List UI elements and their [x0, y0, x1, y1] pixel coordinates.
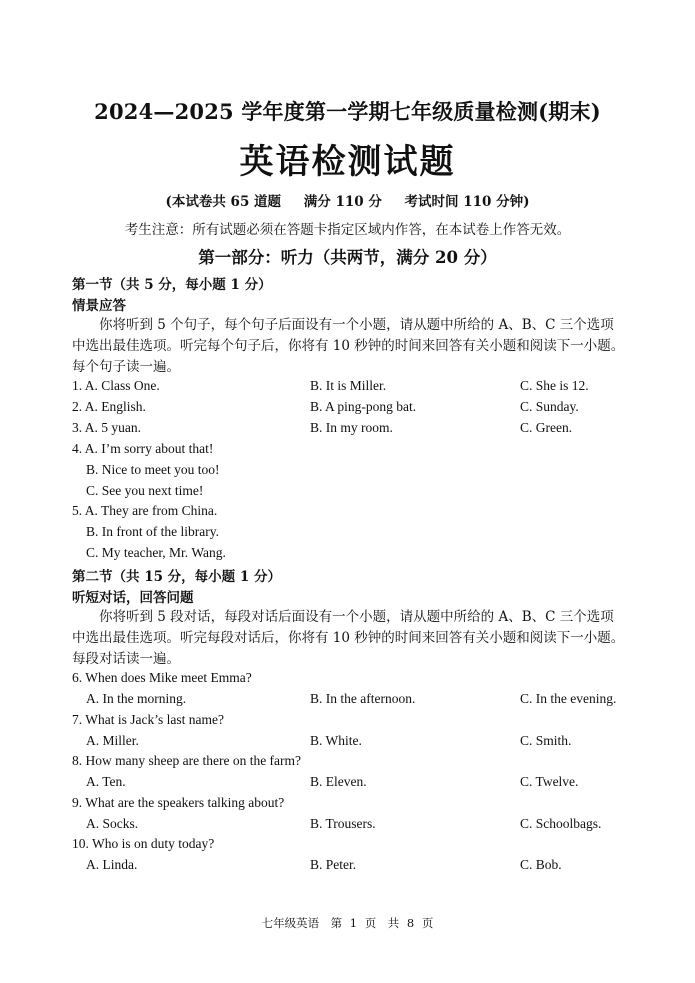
section2-instructions	[72, 607, 632, 670]
q4-option-a: 4. A. I’m sorry about that!	[72, 441, 214, 456]
section1-instructions	[72, 315, 632, 378]
q6-option-a: A. In the morning.	[86, 691, 187, 706]
q6-option-b: B. In the afternoon.	[310, 691, 416, 706]
q1-option-a: 1. A. Class One.	[72, 378, 160, 393]
q7-option-c: C. Smith.	[520, 733, 572, 748]
exam-meta	[0, 190, 695, 210]
q7-option-a: A. Miller.	[86, 733, 139, 748]
q2-option-b: B. A ping-pong bat.	[310, 399, 417, 414]
q9-option-b: B. Trousers.	[310, 816, 376, 831]
instruction-line: 你将听到 5 个句子，每个句子后面设有一个小题，请从题中所给的 A、B、C 三个选项	[99, 317, 614, 333]
q2-option-a: 2. A. English.	[72, 399, 146, 414]
q2-option-c: C. Sunday.	[520, 399, 579, 414]
q9-question: 9. What are the speakers talking about?	[72, 795, 285, 810]
question-count: (本试卷共 65 道题	[165, 194, 282, 210]
exam-title-line1: 2024—2025 学年度第一学期七年级质量检测(期末)	[94, 99, 601, 124]
q10-option-a: A. Linda.	[86, 857, 138, 872]
instruction-line: 中选出最佳选项。听完每个句子后，你将有 10 秒钟的时间来回答有关小题和阅读下一小题。	[72, 338, 625, 354]
q3-option-a: 3. A. 5 yuan.	[72, 420, 141, 435]
q6-question: 6. When does Mike meet Emma?	[72, 670, 252, 685]
exam-title-line2: 英语检测试题	[239, 142, 456, 182]
q5-option-a: 5. A. They are from China.	[72, 503, 218, 518]
q5-option-c: C. My teacher, Mr. Wang.	[86, 545, 226, 560]
q8-question: 8. How many sheep are there on the farm?	[72, 753, 302, 768]
q3-option-c: C. Green.	[520, 420, 573, 435]
exam-notice: 考生注意：所有试题必须在答题卡指定区域内作答，在本试卷上作答无效。	[124, 222, 571, 238]
q8-option-b: B. Eleven.	[310, 774, 367, 789]
q1-option-b: B. It is Miller.	[310, 378, 387, 393]
instruction-line: 每个句子读一遍。	[72, 359, 180, 375]
q4-option-b: B. Nice to meet you too!	[86, 462, 220, 477]
q10-option-b: B. Peter.	[310, 857, 357, 872]
q9-option-c: C. Schoolbags.	[520, 816, 602, 831]
q9-option-a: A. Socks.	[86, 816, 139, 831]
page-footer: 七年级英语 第 1 页 共 8 页	[261, 916, 434, 930]
instruction-line: 中选出最佳选项。听完每段对话后，你将有 10 秒钟的时间来回答有关小题和阅读下一小题。	[72, 630, 625, 646]
section2-heading: 第二节（共 15 分，每小题 1 分）	[72, 569, 281, 585]
q8-option-c: C. Twelve.	[520, 774, 579, 789]
q1-option-c: C. She is 12.	[520, 378, 589, 393]
q5-option-b: B. In front of the library.	[86, 524, 219, 539]
q10-option-c: C. Bob.	[520, 857, 562, 872]
exam-time: 考试时间 110 分钟)	[404, 194, 530, 210]
section1-heading: 第一节（共 5 分，每小题 1 分）	[72, 277, 272, 293]
full-score: 满分 110 分	[303, 194, 382, 210]
section2-subheading: 听短对话，回答问题	[72, 590, 194, 606]
q4-option-c: C. See you next time!	[86, 483, 204, 498]
q6-option-c: C. In the evening.	[520, 691, 617, 706]
instruction-line: 你将听到 5 段对话，每段对话后面设有一个小题，请从题中所给的 A、B、C 三个选项	[99, 609, 614, 625]
part1-title: 第一部分：听力（共两节，满分 20 分）	[198, 248, 497, 267]
q7-question: 7. What is Jack’s last name?	[72, 712, 224, 727]
q8-option-a: A. Ten.	[86, 774, 126, 789]
q10-question: 10. Who is on duty today?	[72, 836, 215, 851]
instruction-line: 每段对话读一遍。	[72, 651, 180, 667]
q7-option-b: B. White.	[310, 733, 362, 748]
q3-option-b: B. In my room.	[310, 420, 393, 435]
section1-subheading: 情景应答	[72, 298, 126, 314]
